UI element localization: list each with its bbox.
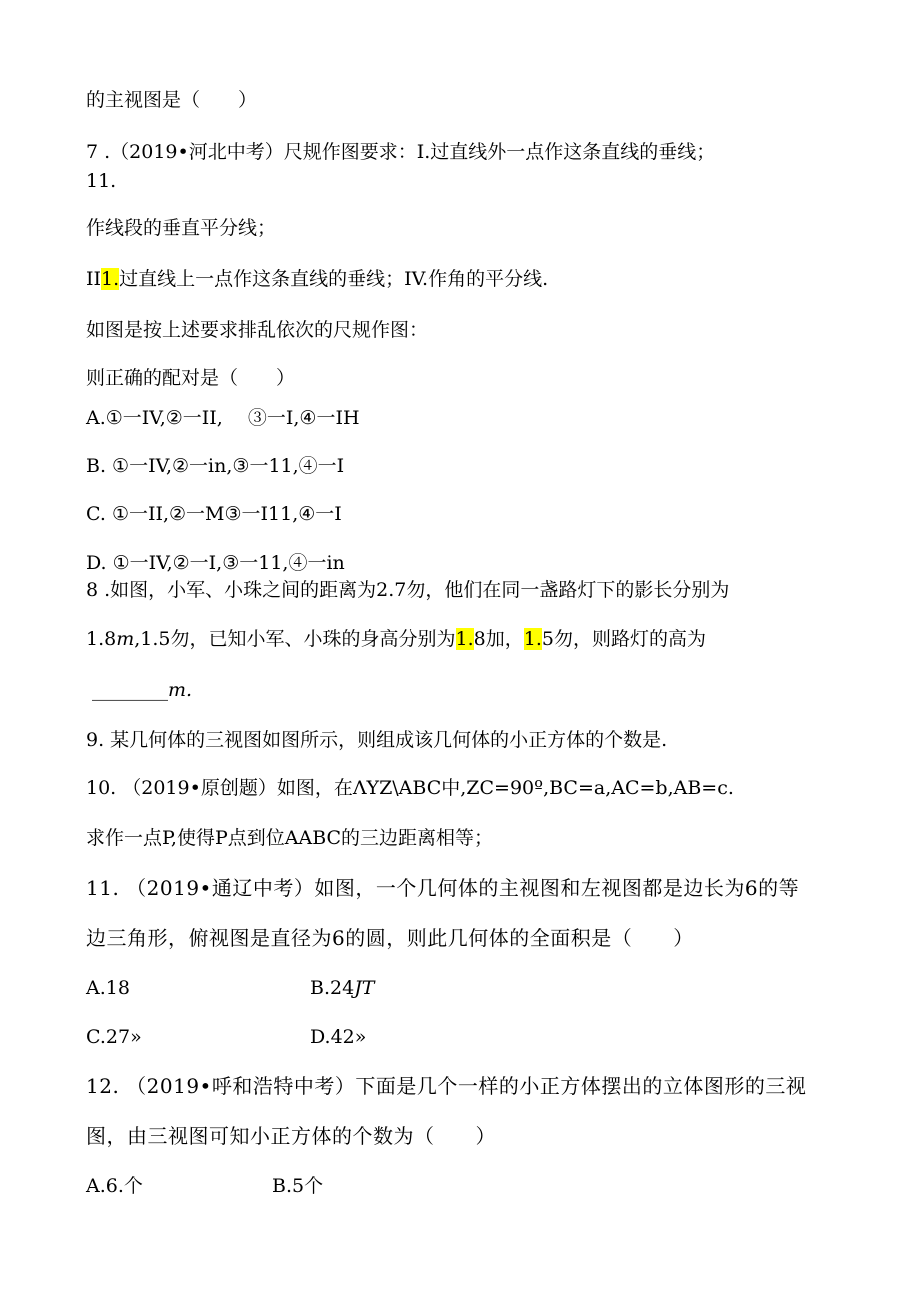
question-7-stem: 7 .（2019•河北中考）尺规作图要求：I.过直线外一点作这条直线的垂线； xyxy=(86,141,716,163)
text-run: ,1.5勿，已知小军、小珠的身高分别为 xyxy=(134,628,456,650)
question-7-option-d: D. ①一IV,②一I,③一11,④一in xyxy=(86,552,345,574)
question-7-option-b: B. ①一IV,②一in,③一11,④一I xyxy=(86,455,345,477)
question-11-option-c: C.27» xyxy=(86,1026,142,1048)
unit-m: m xyxy=(116,628,135,650)
text-run: B.24 xyxy=(310,977,355,999)
item-iii-prefix: II xyxy=(86,268,102,290)
question-7-option-c: C. ①一II,②一M③一I11,④一I xyxy=(86,503,342,525)
question-7-prompt: 则正确的配对是（ ） xyxy=(86,367,296,389)
question-9: 9. 某几何体的三视图如图所示，则组成该几何体的小正方体的个数是. xyxy=(86,729,668,751)
question-8-stem: 8 .如图，小军、小珠之间的距离为2.7勿，他们在同一盏路灯下的影长分别为 xyxy=(86,579,730,601)
item-iii-text: 过直线上一点作这条直线的垂线；IV.作角的平分线. xyxy=(119,268,549,290)
question-7-figure-intro: 如图是按上述要求排乱依次的尺规作图： xyxy=(86,319,429,341)
question-12-stem-continued: 图，由三视图可知小正方体的个数为（ ） xyxy=(86,1124,496,1148)
highlighted-text: 1. xyxy=(101,268,120,290)
highlighted-text: 1. xyxy=(455,628,474,650)
question-12-stem: 12. （2019•呼和浩特中考）下面是几个一样的小正方体摆出的立体图形的三视 xyxy=(86,1074,807,1098)
text-run: 8加， xyxy=(473,628,524,650)
pi-symbol: JT xyxy=(354,977,375,999)
question-7-option-a: A.①一IV,②一II, ③一I,④一IH xyxy=(86,407,360,429)
question-12-option-b: B.5个 xyxy=(272,1175,324,1197)
question-7-item-ii-number: 11. xyxy=(86,170,117,192)
question-11-option-d: D.42» xyxy=(310,1026,367,1048)
question-6-tail: 的主视图是（ ） xyxy=(86,89,258,111)
text-run: 5勿，则路灯的高为 xyxy=(541,628,706,650)
question-11-stem: 11. （2019•通辽中考）如图，一个几何体的主视图和左视图都是边长为6的等 xyxy=(86,876,800,900)
question-10-task: 求作一点P,使得P点到位AABC的三边距离相等； xyxy=(86,827,494,849)
question-11-option-b xyxy=(310,976,374,1000)
question-11-stem-continued: 边三角形，俯视图是直径为6的圆，则此几何体的全面积是（ ） xyxy=(86,926,694,950)
highlighted-text: 1. xyxy=(523,628,542,650)
unit-m: m. xyxy=(168,679,193,701)
question-8-answer-blank xyxy=(92,678,192,702)
question-11-option-a: A.18 xyxy=(86,977,130,999)
answer-blank: ________ xyxy=(92,679,168,701)
question-10-stem: 10. （2019•原创题）如图，在ΛYZ\ABC中,ZC=90º,BC=a,AC=b,AB=c. xyxy=(86,777,734,799)
question-8-stem-continued xyxy=(86,627,706,651)
question-7-item-iii-iv xyxy=(86,267,548,291)
question-7-item-ii: 作线段的垂直平分线； xyxy=(86,217,277,239)
question-12-option-a: A.6.个 xyxy=(86,1175,143,1197)
text-run: 1.8 xyxy=(86,628,117,650)
